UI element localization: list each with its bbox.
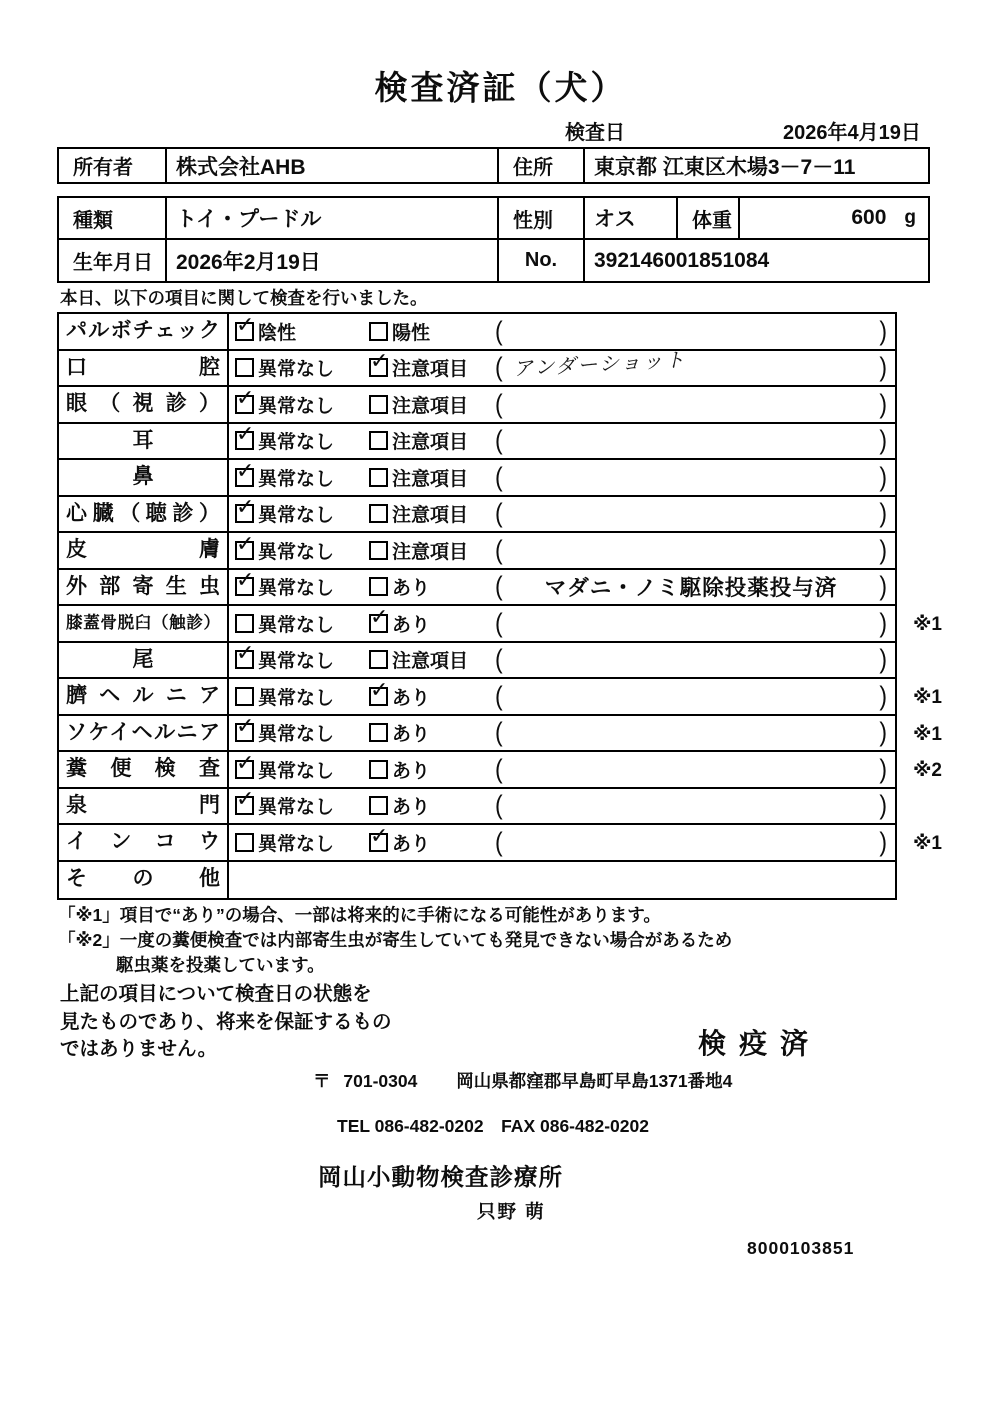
paren-close: ) — [879, 315, 887, 346]
paren-open: ( — [495, 571, 503, 602]
checkbox-label: 異常なし — [258, 687, 335, 709]
footnote-marker: ※1 — [912, 614, 942, 635]
checked-checkbox-icon — [235, 504, 254, 523]
checkbox-label: 注意項目 — [392, 541, 469, 563]
paren-open: ( — [495, 352, 503, 383]
empty-checkbox-icon — [235, 687, 254, 706]
checkbox-option — [235, 646, 369, 673]
inspection-row — [59, 460, 895, 497]
empty-checkbox-icon — [369, 322, 388, 341]
paren-close: ) — [879, 388, 887, 419]
inspection-item-label: 臍ヘルニア — [59, 679, 229, 714]
inspection-row-content — [229, 424, 895, 459]
checkbox-option — [369, 683, 495, 710]
checkbox-option — [235, 354, 369, 381]
postal-code: 701-0304 — [343, 1071, 418, 1091]
checkbox-label: 陽性 — [392, 322, 431, 344]
inspection-row-content — [229, 570, 895, 605]
paren-close: ) — [879, 680, 887, 711]
inspection-row-content — [229, 351, 895, 386]
checkbox-label: 陰性 — [258, 322, 297, 344]
inspection-row-content — [229, 497, 895, 532]
paren-open: ( — [495, 717, 503, 748]
inspection-row — [59, 862, 895, 899]
inspection-item-label: 口腔 — [59, 351, 229, 386]
paren-open: ( — [495, 534, 503, 565]
checkbox-label: あり — [392, 760, 431, 782]
inspection-row-content — [229, 825, 895, 860]
inspection-row — [59, 387, 895, 424]
footnote-marker: ※2 — [912, 760, 942, 781]
checkbox-option — [369, 829, 495, 856]
inspection-date-value: 2026年4月19日 — [783, 122, 921, 144]
paren-open: ( — [495, 753, 503, 784]
disclaimer-line-2: 見たものであり、将来を保証するもの — [60, 1010, 392, 1033]
footnote-2: 「※2」一度の糞便検査では内部寄生虫が寄生していても発見できない場合があるため — [58, 930, 733, 950]
microchip-no-value: 392146001851084 — [594, 248, 770, 272]
checkbox-option — [235, 829, 369, 856]
checkbox-option — [369, 354, 495, 381]
inspection-row — [59, 679, 942, 716]
clinic-tel-fax: TEL 086-482-0202 FAX 086-482-0202 — [337, 1116, 649, 1136]
clinic-address: 岡山県都窪郡早島町早島1371番地4 — [456, 1071, 733, 1091]
inspection-row-content — [229, 789, 895, 824]
sex-value: オス — [585, 198, 678, 238]
checked-checkbox-icon — [235, 322, 254, 341]
checkbox-label: 注意項目 — [392, 432, 469, 454]
inspection-row-content — [229, 716, 895, 751]
checkbox-option — [369, 537, 495, 564]
inspection-item-label: 糞便検査 — [59, 752, 229, 787]
checkbox-label: 異常なし — [258, 760, 335, 782]
paren-close: ) — [879, 534, 887, 565]
clinic-name: 岡山小動物検査診療所 — [318, 1164, 563, 1190]
inspection-row — [59, 825, 942, 862]
checkbox-option — [235, 537, 369, 564]
checked-checkbox-icon — [235, 650, 254, 669]
checked-checkbox-icon — [235, 796, 254, 815]
empty-checkbox-icon — [235, 358, 254, 377]
owner-label: 所有者 — [59, 149, 167, 182]
paren-close: ) — [879, 717, 887, 748]
inspection-row-content — [229, 533, 895, 568]
inspection-item-label: 眼（視診） — [59, 387, 229, 422]
checkbox-label: 異常なし — [258, 432, 335, 454]
checkbox-option — [235, 792, 369, 819]
microchip-no-label: No. — [499, 240, 585, 281]
checked-checkbox-icon — [235, 468, 254, 487]
inspection-item-label: パルボチェック — [59, 314, 229, 349]
dog-info-row-1 — [59, 198, 928, 240]
footnote-2-continued: 駆虫薬を投薬しています。 — [116, 955, 325, 975]
paren-close: ) — [879, 461, 887, 492]
inspection-row-content — [229, 387, 895, 422]
inspection-row — [59, 424, 895, 461]
footnote-marker: ※1 — [912, 723, 942, 745]
paren-open: ( — [495, 461, 503, 492]
paren-close: ) — [879, 826, 887, 857]
checkbox-option — [235, 719, 369, 746]
inspection-row — [59, 497, 895, 534]
inspection-item-label: その他 — [59, 862, 229, 899]
inspection-row — [59, 716, 942, 753]
checkbox-option — [235, 756, 369, 783]
disclaimer-line-1: 上記の項目について検査日の状態を — [60, 983, 372, 1005]
paren-open: ( — [495, 607, 503, 638]
empty-checkbox-icon — [235, 614, 254, 633]
checkbox-option — [235, 610, 369, 637]
address-value: 東京都 江東区木場3－7－11 — [594, 155, 856, 179]
paren-open: ( — [495, 388, 503, 419]
empty-checkbox-icon — [369, 723, 388, 742]
checkbox-option — [369, 756, 495, 783]
inspection-row-content — [229, 643, 895, 678]
checkbox-option — [235, 683, 369, 710]
checkbox-option — [369, 427, 495, 454]
inspection-item-label: インコウ — [59, 825, 229, 860]
paren-close: ) — [879, 425, 887, 456]
inspection-row-content — [229, 606, 895, 641]
checkbox-option — [369, 573, 495, 600]
finding-note: マダニ・ノミ駆除投薬投与済 — [544, 576, 838, 601]
disclaimer-line-3: ではありません。 — [60, 1038, 218, 1060]
breed-label: 種類 — [59, 198, 167, 238]
checked-checkbox-icon — [235, 431, 254, 450]
empty-checkbox-icon — [369, 504, 388, 523]
paren-close: ) — [879, 571, 887, 602]
inspection-item-label: 鼻 — [59, 460, 229, 495]
inspection-row — [59, 533, 895, 570]
checkbox-label: 注意項目 — [392, 651, 469, 673]
inspection-row-content — [229, 460, 895, 495]
empty-checkbox-icon — [369, 431, 388, 450]
document-serial-number: 8000103851 — [747, 1238, 855, 1258]
veterinarian-name: 只野 萌 — [477, 1201, 546, 1222]
inspection-row-content — [229, 862, 895, 899]
empty-checkbox-icon — [235, 833, 254, 852]
checkbox-label: 異常なし — [258, 395, 335, 417]
owner-value: 株式会社AHB — [167, 149, 499, 182]
inspection-item-label: 耳 — [59, 424, 229, 459]
checkbox-option — [369, 792, 495, 819]
empty-checkbox-icon — [369, 796, 388, 815]
checkbox-option — [369, 391, 495, 418]
owner-table — [57, 147, 930, 184]
checkbox-option — [235, 464, 369, 491]
checkbox-option — [369, 500, 495, 527]
paren-open: ( — [495, 644, 503, 675]
checkbox-option — [369, 646, 495, 673]
checkbox-label: 異常なし — [258, 614, 335, 636]
checkbox-label: 注意項目 — [392, 505, 469, 527]
checkbox-label: 注意項目 — [392, 395, 469, 417]
birthdate-label: 生年月日 — [59, 240, 167, 281]
empty-checkbox-icon — [369, 468, 388, 487]
checkbox-label: あり — [392, 833, 431, 855]
checkbox-label: 異常なし — [258, 578, 335, 600]
footnotes — [58, 903, 732, 978]
weight-label: 体重 — [678, 198, 740, 238]
checkbox-option — [369, 719, 495, 746]
checked-checkbox-icon — [235, 541, 254, 560]
checkbox-label: 異常なし — [258, 651, 335, 673]
checkbox-label: 異常なし — [258, 505, 335, 527]
checkbox-option — [369, 318, 495, 345]
footnote-marker: ※1 — [912, 833, 942, 854]
checkbox-label: 注意項目 — [392, 359, 469, 381]
checkbox-label: 異常なし — [258, 797, 335, 819]
inspection-item-label: 膝蓋骨脱臼（触診） — [59, 606, 229, 641]
weight-unit: g — [904, 207, 916, 228]
address-label: 住所 — [499, 149, 585, 182]
inspection-row — [59, 570, 895, 607]
checkbox-label: あり — [392, 578, 431, 600]
checkbox-label: あり — [392, 614, 431, 636]
paren-open: ( — [495, 498, 503, 529]
checkbox-option — [235, 573, 369, 600]
paren-open: ( — [495, 790, 503, 821]
empty-checkbox-icon — [369, 395, 388, 414]
inspection-row-content — [229, 679, 895, 714]
inspection-item-label: ソケイヘルニア — [59, 716, 229, 751]
checked-checkbox-icon — [369, 614, 388, 633]
checkbox-label: 注意項目 — [392, 468, 469, 490]
checked-checkbox-icon — [235, 577, 254, 596]
paren-close: ) — [879, 498, 887, 529]
quarantine-passed-stamp: 検疫済 — [698, 1028, 822, 1059]
dog-info-row-2 — [59, 240, 928, 281]
checkbox-label: 異常なし — [258, 359, 335, 381]
postal-mark-icon: 〒 — [313, 1071, 331, 1091]
checkbox-label: 異常なし — [258, 833, 335, 855]
inspection-item-label: 尾 — [59, 643, 229, 678]
inspection-table — [57, 312, 942, 900]
checkbox-option — [369, 464, 495, 491]
paren-open: ( — [495, 315, 503, 346]
sex-label: 性別 — [499, 198, 585, 238]
inspection-item-label: 泉門 — [59, 789, 229, 824]
checkbox-option — [369, 610, 495, 637]
footnote-1: 「※1」項目で“あり”の場合、一部は将来的に手術になる可能性があります。 — [58, 905, 661, 925]
inspection-row — [59, 789, 895, 826]
paren-close: ) — [879, 352, 887, 383]
empty-checkbox-icon — [369, 541, 388, 560]
checkbox-option — [235, 318, 369, 345]
checked-checkbox-icon — [235, 395, 254, 414]
empty-checkbox-icon — [369, 577, 388, 596]
paren-close: ) — [879, 644, 887, 675]
paren-open: ( — [495, 826, 503, 857]
inspection-row — [59, 643, 895, 680]
disclaimer-text — [60, 981, 392, 1064]
page-title: 検査済証（犬） — [374, 69, 627, 106]
birthdate-value: 2026年2月19日 — [167, 240, 499, 281]
checked-checkbox-icon — [235, 760, 254, 779]
empty-checkbox-icon — [369, 760, 388, 779]
paren-close: ) — [879, 790, 887, 821]
checkbox-label: あり — [392, 797, 431, 819]
checkbox-label: あり — [392, 687, 431, 709]
inspection-row — [59, 351, 895, 388]
paren-open: ( — [495, 425, 503, 456]
checkbox-label: 異常なし — [258, 468, 335, 490]
weight-cell — [740, 198, 928, 238]
empty-checkbox-icon — [369, 650, 388, 669]
paren-close: ) — [879, 607, 887, 638]
weight-value: 600 — [851, 206, 887, 229]
inspection-row — [59, 752, 942, 789]
breed-value: トイ・プードル — [167, 198, 499, 238]
checkbox-option — [235, 391, 369, 418]
checkbox-option — [235, 427, 369, 454]
paren-open: ( — [495, 680, 503, 711]
checkbox-label: 異常なし — [258, 541, 335, 563]
dog-info-table — [57, 196, 930, 283]
inspection-row-content — [229, 752, 895, 787]
checked-checkbox-icon — [369, 358, 388, 377]
checked-checkbox-icon — [369, 687, 388, 706]
clinic-postal-line — [313, 1068, 732, 1093]
intro-text: 本日、以下の項目に関して検査を行いました。 — [60, 288, 428, 308]
checked-checkbox-icon — [369, 833, 388, 852]
inspection-item-label: 皮膚 — [59, 533, 229, 568]
inspection-row — [59, 606, 942, 643]
paren-close: ) — [879, 753, 887, 784]
inspection-item-label: 心臓（聴診） — [59, 497, 229, 532]
footnote-marker: ※1 — [912, 687, 942, 708]
checkbox-option — [235, 500, 369, 527]
checked-checkbox-icon — [235, 723, 254, 742]
checkbox-label: あり — [392, 724, 431, 746]
checkbox-label: 異常なし — [258, 724, 335, 746]
inspection-date-label: 検査日 — [565, 122, 625, 144]
finding-note: アンダーショット — [512, 349, 687, 381]
inspection-item-label: 外部寄生虫 — [59, 570, 229, 605]
